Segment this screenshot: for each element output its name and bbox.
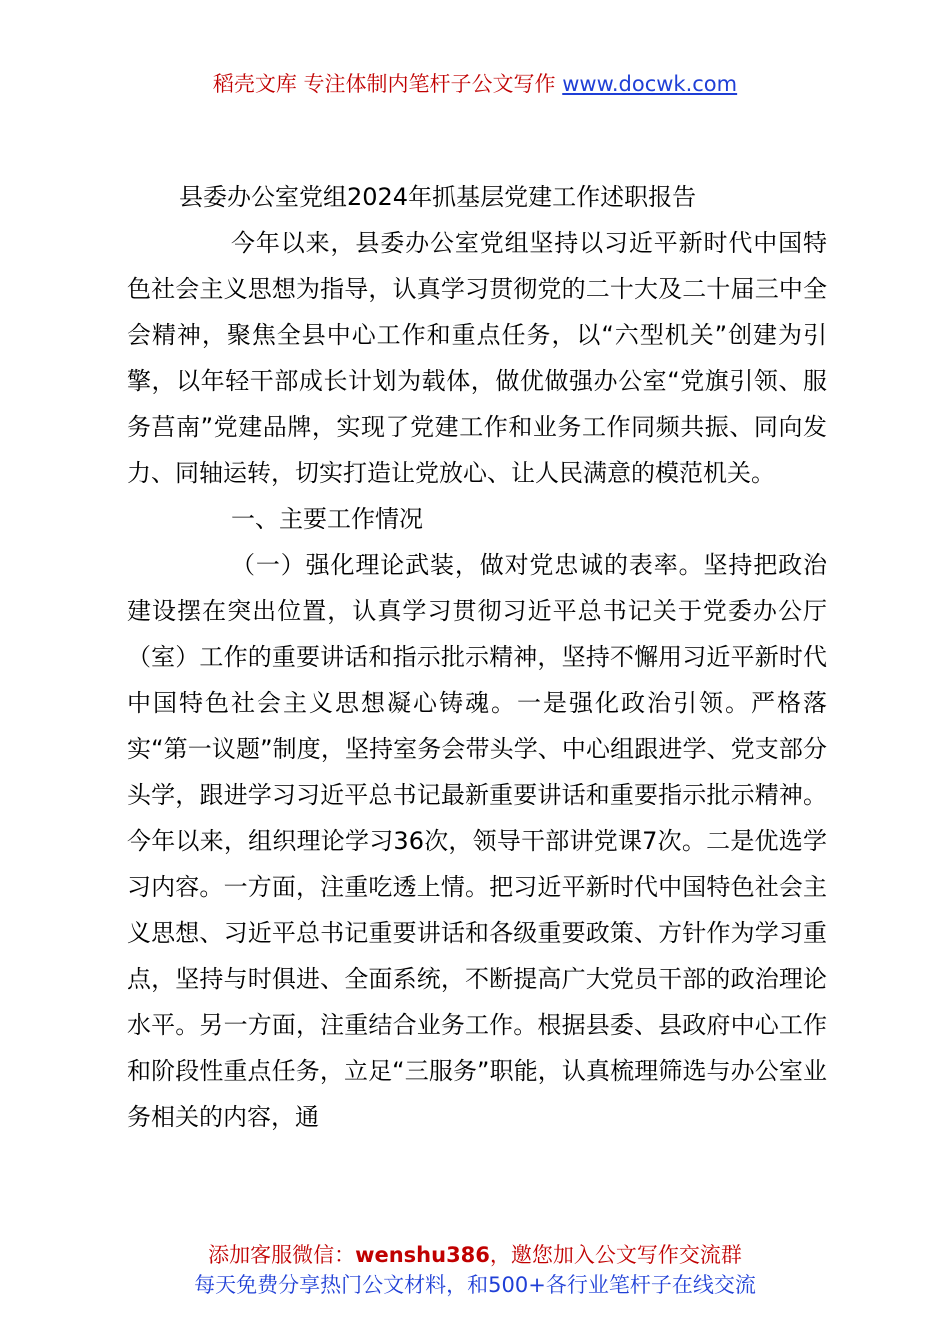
subsection-paragraph: （一）强化理论武装，做对党忠诚的表率。坚持把政治建设摆在突出位置，认真学习贯彻习近平总书记关于党委办公厅（室）工作的重要讲话和指示批示精神，坚持不懈用习近平新时代中国特色社会主义思想凝心铸魂。一是强化政治引领。严格落实“第一议题”制度，坚持室务会带头学、中心组跟进学、党支部分头学，跟进学习习近平总书记最新重要讲话和重要指示批示精神。今年以来，组织理论学习36次，领导干部讲党课7次。二是优选学习内容。一方面，注重吃透上情。把习近平新时代中国特色社会主义思想、习近平总书记重要讲话和各级重要政策、方针作为学习重点，坚持与时俱进、全面系统，不断提高广大党员干部的政治理论水平。另一方面，注重结合业务工作。根据县委、县政府中心工作和阶段性重点任务，立足“三服务”职能，认真梳理筛选与办公室业务相关的内容，通 — [127, 551, 827, 1131]
brand-slogan: 稻壳文库 专注体制内笔杆子公文写作 — [212, 72, 556, 96]
document-body — [127, 174, 827, 1140]
intro-paragraph: 今年以来，县委办公室党组坚持以习近平新时代中国特色社会主义思想为指导，认真学习贯彻党的二十大及二十届三中全会精神，聚焦全县中心工作和重点任务，以“六型机关”创建为引擎，以年轻干部成长计划为载体，做优做强办公室“党旗引领、服务莒南”党建品牌，实现了党建工作和业务工作同频共振、同向发力、同轴运转，切实打造让党放心、让人民满意的模范机关。 — [127, 229, 827, 487]
footer-contact-suffix: ，邀您加入公文写作交流群 — [489, 1243, 742, 1267]
section-heading: 一、主要工作情况 — [231, 505, 423, 533]
website-link[interactable]: www.docwk.com — [562, 72, 738, 96]
watermark-footer — [0, 1240, 950, 1300]
footer-contact-prefix: 添加客服微信： — [208, 1243, 356, 1267]
footer-contact-line — [0, 1240, 950, 1270]
document-title: 县委办公室党组2024年抓基层党建工作述职报告 — [179, 183, 697, 211]
watermark-header — [0, 68, 950, 100]
footer-promo-line: 每天免费分享热门公文材料，和500+各行业笔杆子在线交流 — [194, 1273, 756, 1297]
wechat-id: wenshu386 — [355, 1243, 490, 1267]
